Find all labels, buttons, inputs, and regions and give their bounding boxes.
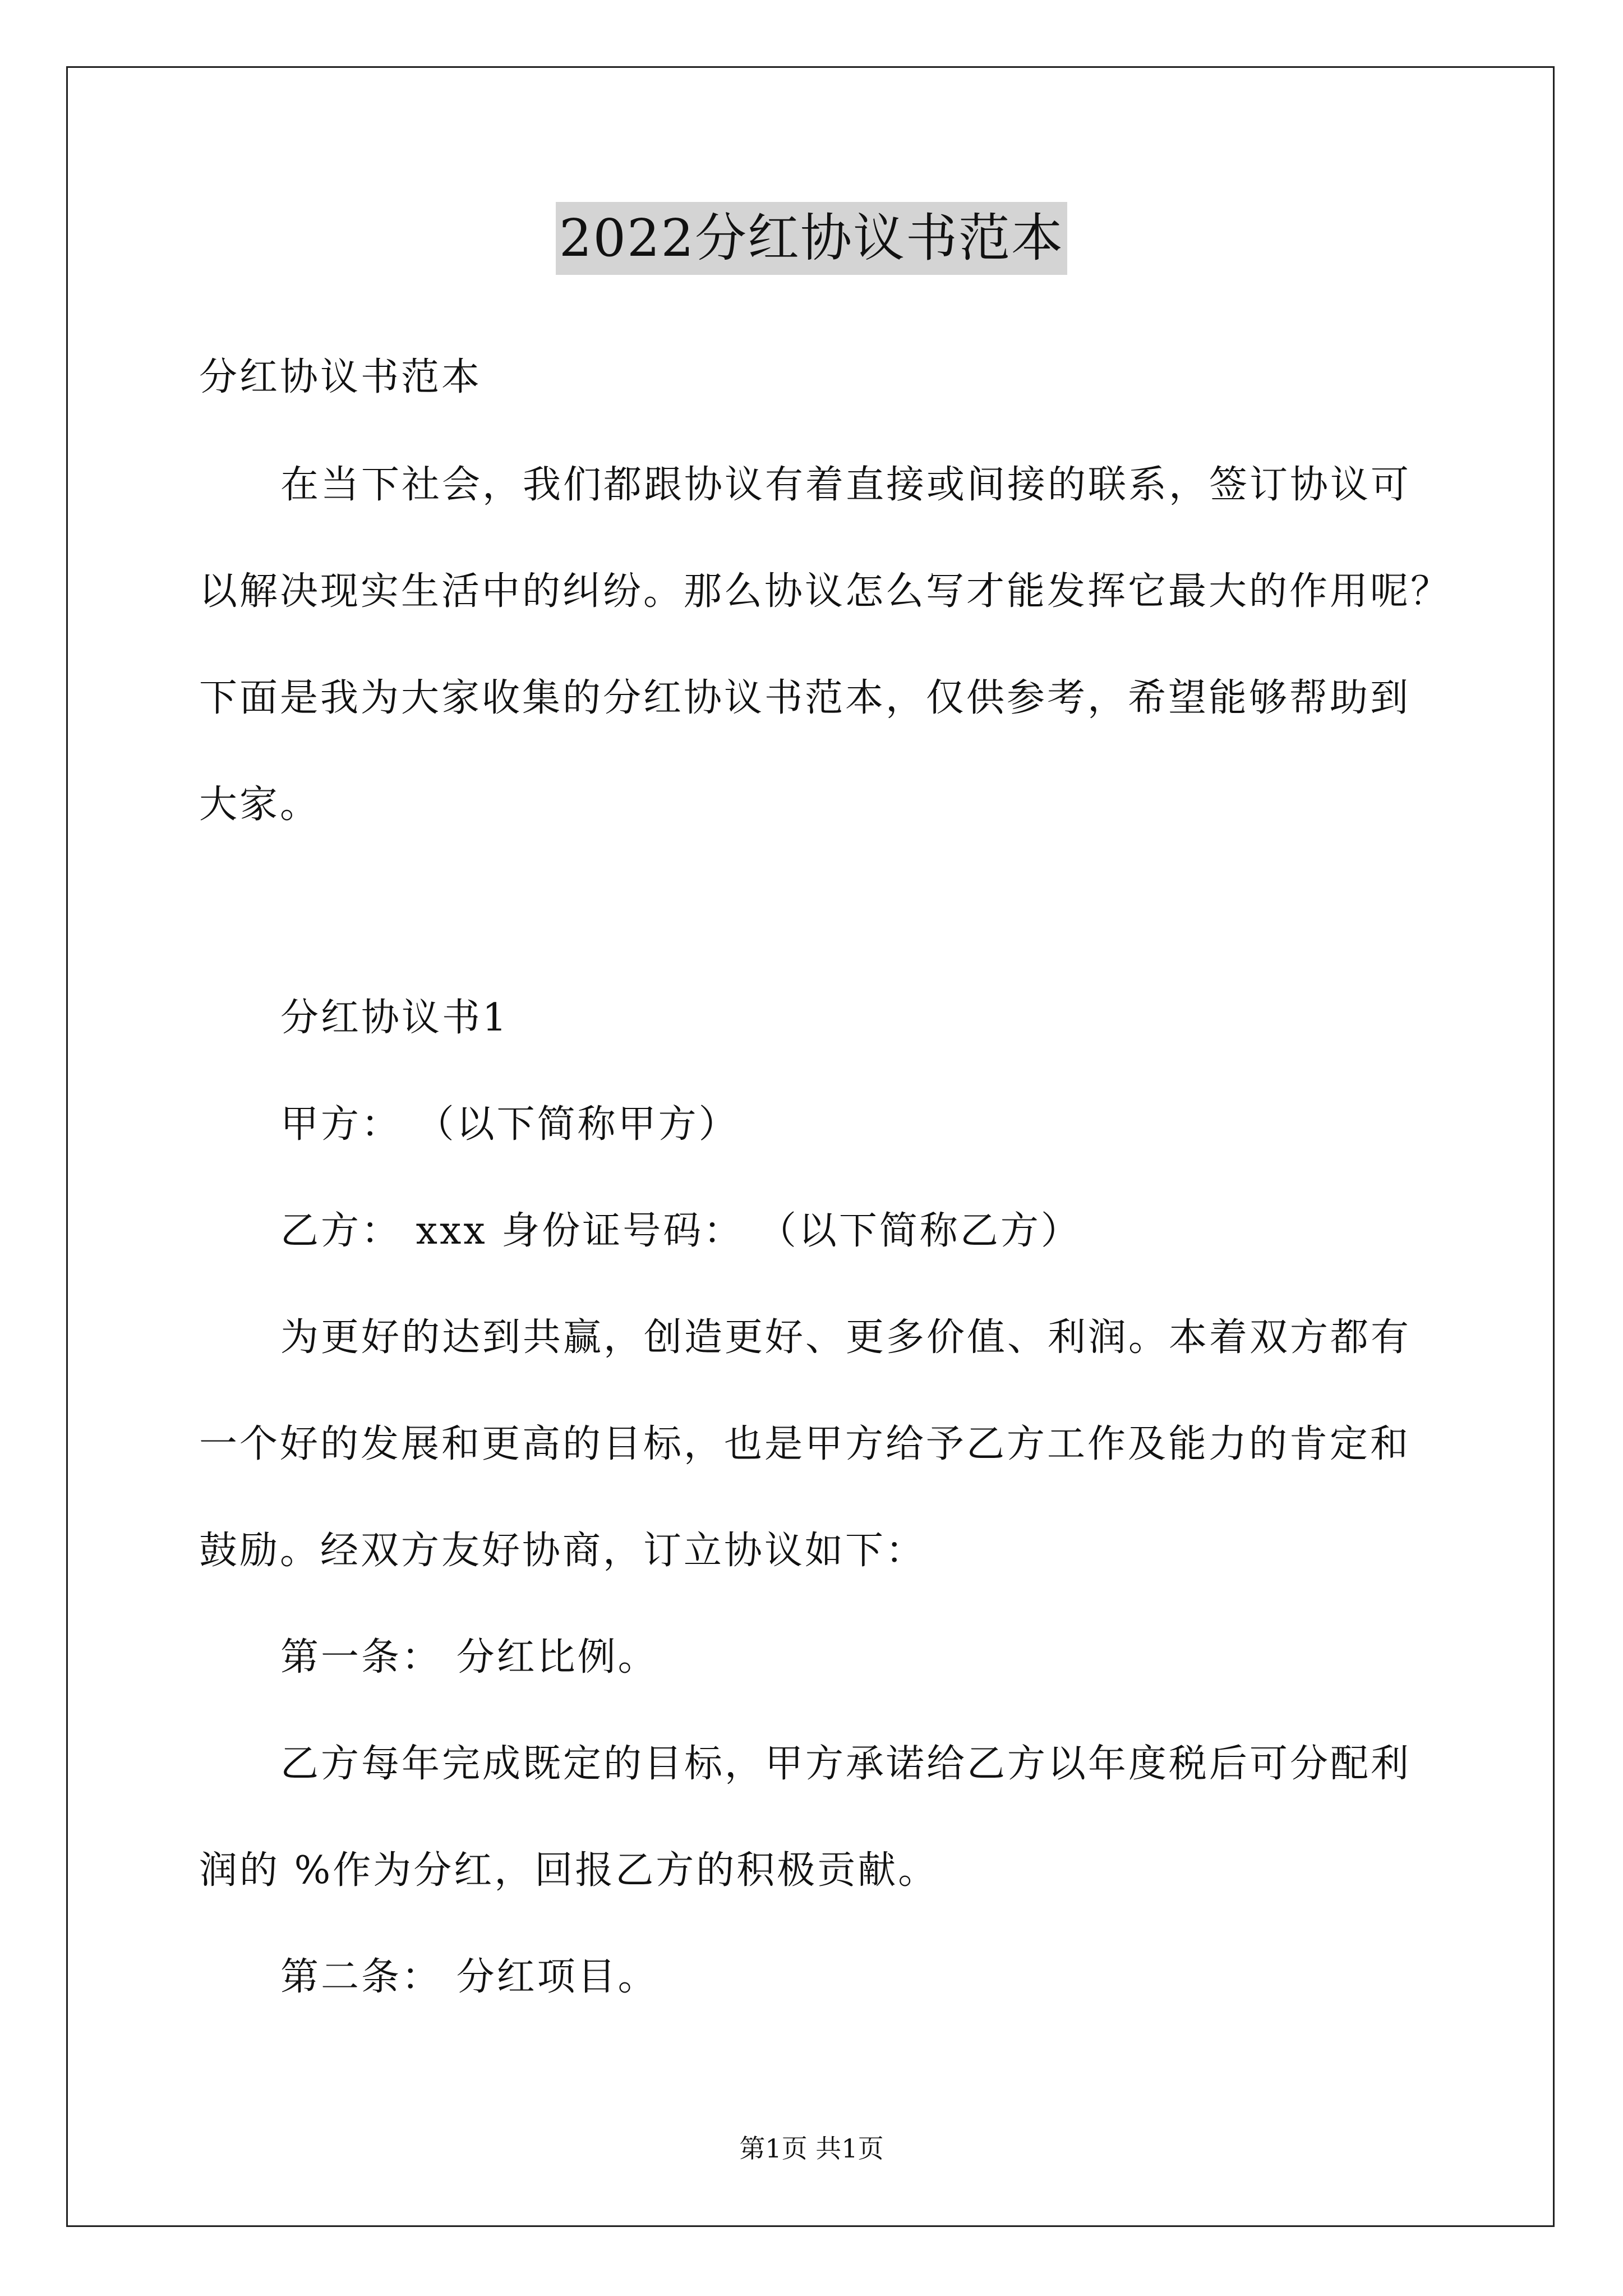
title-container	[0, 202, 1623, 275]
party-b-line: 乙方： xxx 身份证号码： （以下简称乙方）	[280, 1209, 1081, 1253]
intro-line-2: 以解决现实生活中的纠纷。那么协议怎么写才能发挥它最大的作用呢？	[199, 569, 1451, 614]
article1-line-2: 润的 %作为分红，回报乙方的积极贡献。	[199, 1848, 939, 1893]
document-subtitle: 分红协议书范本	[199, 355, 482, 399]
document-title: 2022分红协议书范本	[556, 202, 1067, 275]
intro-line-4: 大家。	[199, 783, 321, 827]
intro-line-1: 在当下社会，我们都跟协议有着直接或间接的联系，签订协议可	[280, 463, 1412, 507]
page-footer: 第1页 共1页	[739, 2133, 884, 2164]
article2-heading: 第二条： 分红项目。	[280, 1955, 658, 1999]
section-heading: 分红协议书1	[280, 996, 509, 1040]
article1-line-1: 乙方每年完成既定的目标，甲方承诺给乙方以年度税后可分配利	[280, 1742, 1412, 1786]
purpose-line-2: 一个好的发展和更高的目标，也是甲方给予乙方工作及能力的肯定和	[199, 1422, 1411, 1466]
purpose-line-1: 为更好的达到共赢，创造更好、更多价值、利润。本着双方都有	[280, 1315, 1412, 1360]
party-a-line: 甲方： （以下简称甲方）	[280, 1102, 739, 1147]
intro-line-3: 下面是我为大家收集的分红协议书范本，仅供参考，希望能够帮助到	[199, 676, 1411, 720]
article1-heading: 第一条： 分红比例。	[280, 1635, 658, 1680]
purpose-line-3: 鼓励。经双方友好协商，订立协议如下：	[199, 1529, 926, 1573]
